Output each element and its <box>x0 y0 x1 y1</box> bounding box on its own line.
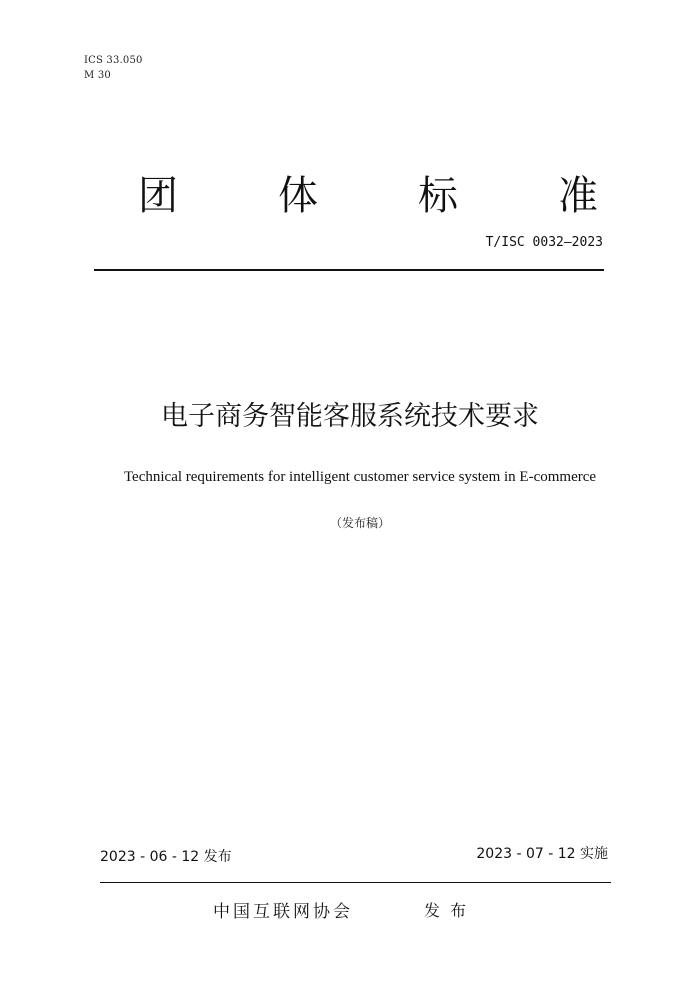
title-chinese: 电子商务智能客服系统技术要求 <box>161 401 539 432</box>
implement-date: 2023 - 07 - 12 实施 <box>476 846 608 862</box>
standard-type-char: 团 <box>138 173 178 219</box>
publish-date: 2023 - 06 - 12 发布 <box>100 849 232 865</box>
footer-divider <box>100 882 611 883</box>
header-divider <box>94 269 604 271</box>
classification-codes <box>84 53 143 83</box>
publisher-organization: 中国互联网协会 <box>213 902 353 922</box>
title-english: Technical requirements for intelligent customer service system in E-commerce <box>123 469 597 485</box>
standard-type-char: 标 <box>418 173 458 219</box>
standard-type-char: 体 <box>278 173 318 219</box>
standard-type-heading <box>118 168 618 224</box>
publisher-action: 发布 <box>424 901 477 920</box>
ccs-code: M 30 <box>84 70 111 81</box>
draft-status: （发布稿） <box>329 516 390 530</box>
ics-code: ICS 33.050 <box>84 55 143 66</box>
standard-number: T/ISC 0032—2023 <box>485 235 603 250</box>
standard-type-char: 准 <box>558 173 598 219</box>
